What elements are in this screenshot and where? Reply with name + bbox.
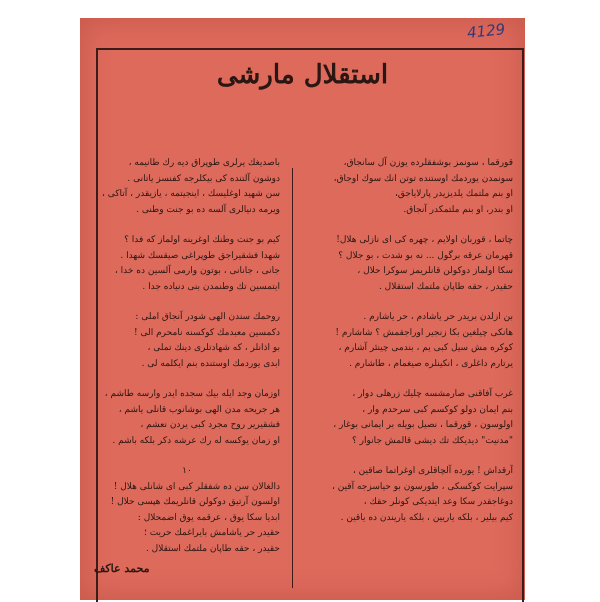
verse-line: كيم بو جنت وطنك اوغرينه اولماز كه فدا ؟	[124, 235, 280, 245]
verse-line: سكا اولماز دوكولن قانلريمز سوكرا حلال ،	[357, 266, 513, 276]
verse-line: شهدا فشقيراجق طوپراغى صيقسك شهدا .	[120, 250, 280, 261]
stanza	[327, 233, 513, 295]
stanza	[94, 156, 280, 218]
stanza	[327, 156, 513, 218]
stanza	[94, 464, 280, 557]
stanza	[94, 310, 280, 372]
verse-line: بن ازلدن بريدر حر ياشادم ، حر ياشارم .	[363, 312, 513, 322]
verse-line: حقيدر ، حقه طاپان ملتمك استقلال .	[145, 543, 280, 554]
verse-line: آرقداش ! يورده آلچاقلرى اوغراتما صاقين ،	[352, 466, 513, 476]
verse-line: فشقيرير روح مجرد كبى يردن نعشم ،	[140, 420, 280, 430]
stanza	[327, 464, 513, 526]
verse-line: دكمسين معبدمك كوكسنه نامحرم الى !	[134, 327, 280, 338]
verse-line: اوزمان وجد ايله بيك سجده ايدر وارسه طاشم ،	[104, 389, 280, 399]
verse-line: دوشون آلتنده كى بيكلرجه كفنسز ياتانى .	[127, 173, 280, 184]
verse-line: روحمك سندن الهى شودر آنجاق املى :	[135, 312, 280, 322]
verse-line: سن شهيد اوغليسك ، اينجيتمه ، يازيقدر ، آتاكى ،	[102, 189, 280, 199]
page-title: استقلال مارشى	[216, 60, 389, 90]
verse-line: هانكى چيلغين بكا زنجير اوراجقمش ؟ شاشارم !	[335, 327, 513, 338]
verse-line: يرتارم داغلرى ، انكينلره صيغمام ، طاشارم .	[349, 358, 513, 369]
verse-line: بو اذانلر ، كه شهادتلرى دينك تملى ،	[147, 343, 280, 353]
stanza-number: ١٠	[182, 466, 192, 476]
catalog-number: 4129	[465, 20, 506, 42]
verse-line: ويرمه دنيالرى آلسه ده بو جنت وطنى .	[136, 204, 280, 215]
verse-line: غرب آفاقنى صارمشسه چليك زرهلى دوار ،	[352, 389, 513, 399]
verse-line: سپرايت كوكسكى ، طورسون بو حياسزجه آقين ،	[331, 481, 513, 492]
verse-line: اولوسون ، قورقما ، نصيل بويله بر ايمانى بوغار ،	[333, 420, 513, 430]
verse-line: او بنم ملتمك يلديزيدر پارلاياجق،	[394, 189, 513, 199]
stanza	[94, 387, 280, 449]
verse-line: ابدى يوردمك اوستنده بنم ايكلمه لى .	[141, 358, 280, 369]
verse-line: جانى ، جانانى ، بوتون وارمى آلسين ده خدا ،	[114, 266, 280, 276]
verse-line: دالغالان سن ده شفقلر كبى اى شانلى هلال !	[113, 481, 280, 492]
verse-line: ايتمسين تك وطنمدن بنى دنياده جدا .	[142, 281, 280, 292]
verse-line: او بندر، او بنم ملتمكدر آنجاق.	[403, 204, 513, 215]
verse-line: كيم بيلير ، بلكه ياريين ، بلكه ياريندن ده ياقين .	[340, 512, 513, 523]
verse-line: قهرمان عرقه برگول ... نه بو شدت ، بو جلال ؟	[338, 250, 513, 261]
verse-line: ابديا سكا يوق ، عرقمه يوق اضمحلال :	[137, 512, 280, 523]
author-signature: محمد عاكف	[94, 562, 150, 575]
stanza	[327, 387, 513, 449]
verse-line: اولسون آرتيق دوكولن قانلريمك هپسى حلال !	[110, 497, 280, 507]
right-column	[327, 156, 513, 541]
verse-line: او زمان يوكسه له رك عرشه دكر بلكه باشم .	[112, 435, 280, 446]
stanza	[94, 233, 280, 295]
column-divider	[292, 168, 293, 588]
verse-line: بنم ايمان دولو كوكسم كبى سرحدم وار ،	[362, 404, 513, 415]
verse-line: دوغاجقدر سكا وعد ايتديكى كونلر حقك ،	[363, 497, 513, 507]
verse-line: حقيدر ، حقه طاپان ملتمك استقلال .	[378, 281, 513, 292]
stanza	[327, 310, 513, 372]
verse-line: "مدنيت" ديديكك تك ديشى قالمش جانوار ؟	[351, 435, 513, 446]
verse-line: چاتما ، قوربان اولايم ، چهره كى اى نازلى هلال!	[336, 235, 513, 245]
verse-line: باصديغك يرلرى طوپراق ديه رك طانيمه ،	[128, 158, 280, 168]
verse-line: هر جريحه مدن الهى بوشانوب قانلى ياشم ،	[118, 404, 280, 415]
verse-line: سونمدن يوردمك اوستنده توتن انك سوك اوجاق،	[333, 173, 513, 184]
verse-line: حقيدر حر ياشامش بايراغمك حريت ؛	[143, 528, 280, 538]
left-column	[94, 156, 280, 577]
verse-line: قورقما ، سونمز بوشفقلرده يوزن آل سانجاق،	[343, 158, 513, 168]
paper-sheet	[80, 18, 525, 600]
verse-line: كوكره مش سيل كبى يم ، بندمى چينئر آشارم ،	[338, 343, 513, 353]
